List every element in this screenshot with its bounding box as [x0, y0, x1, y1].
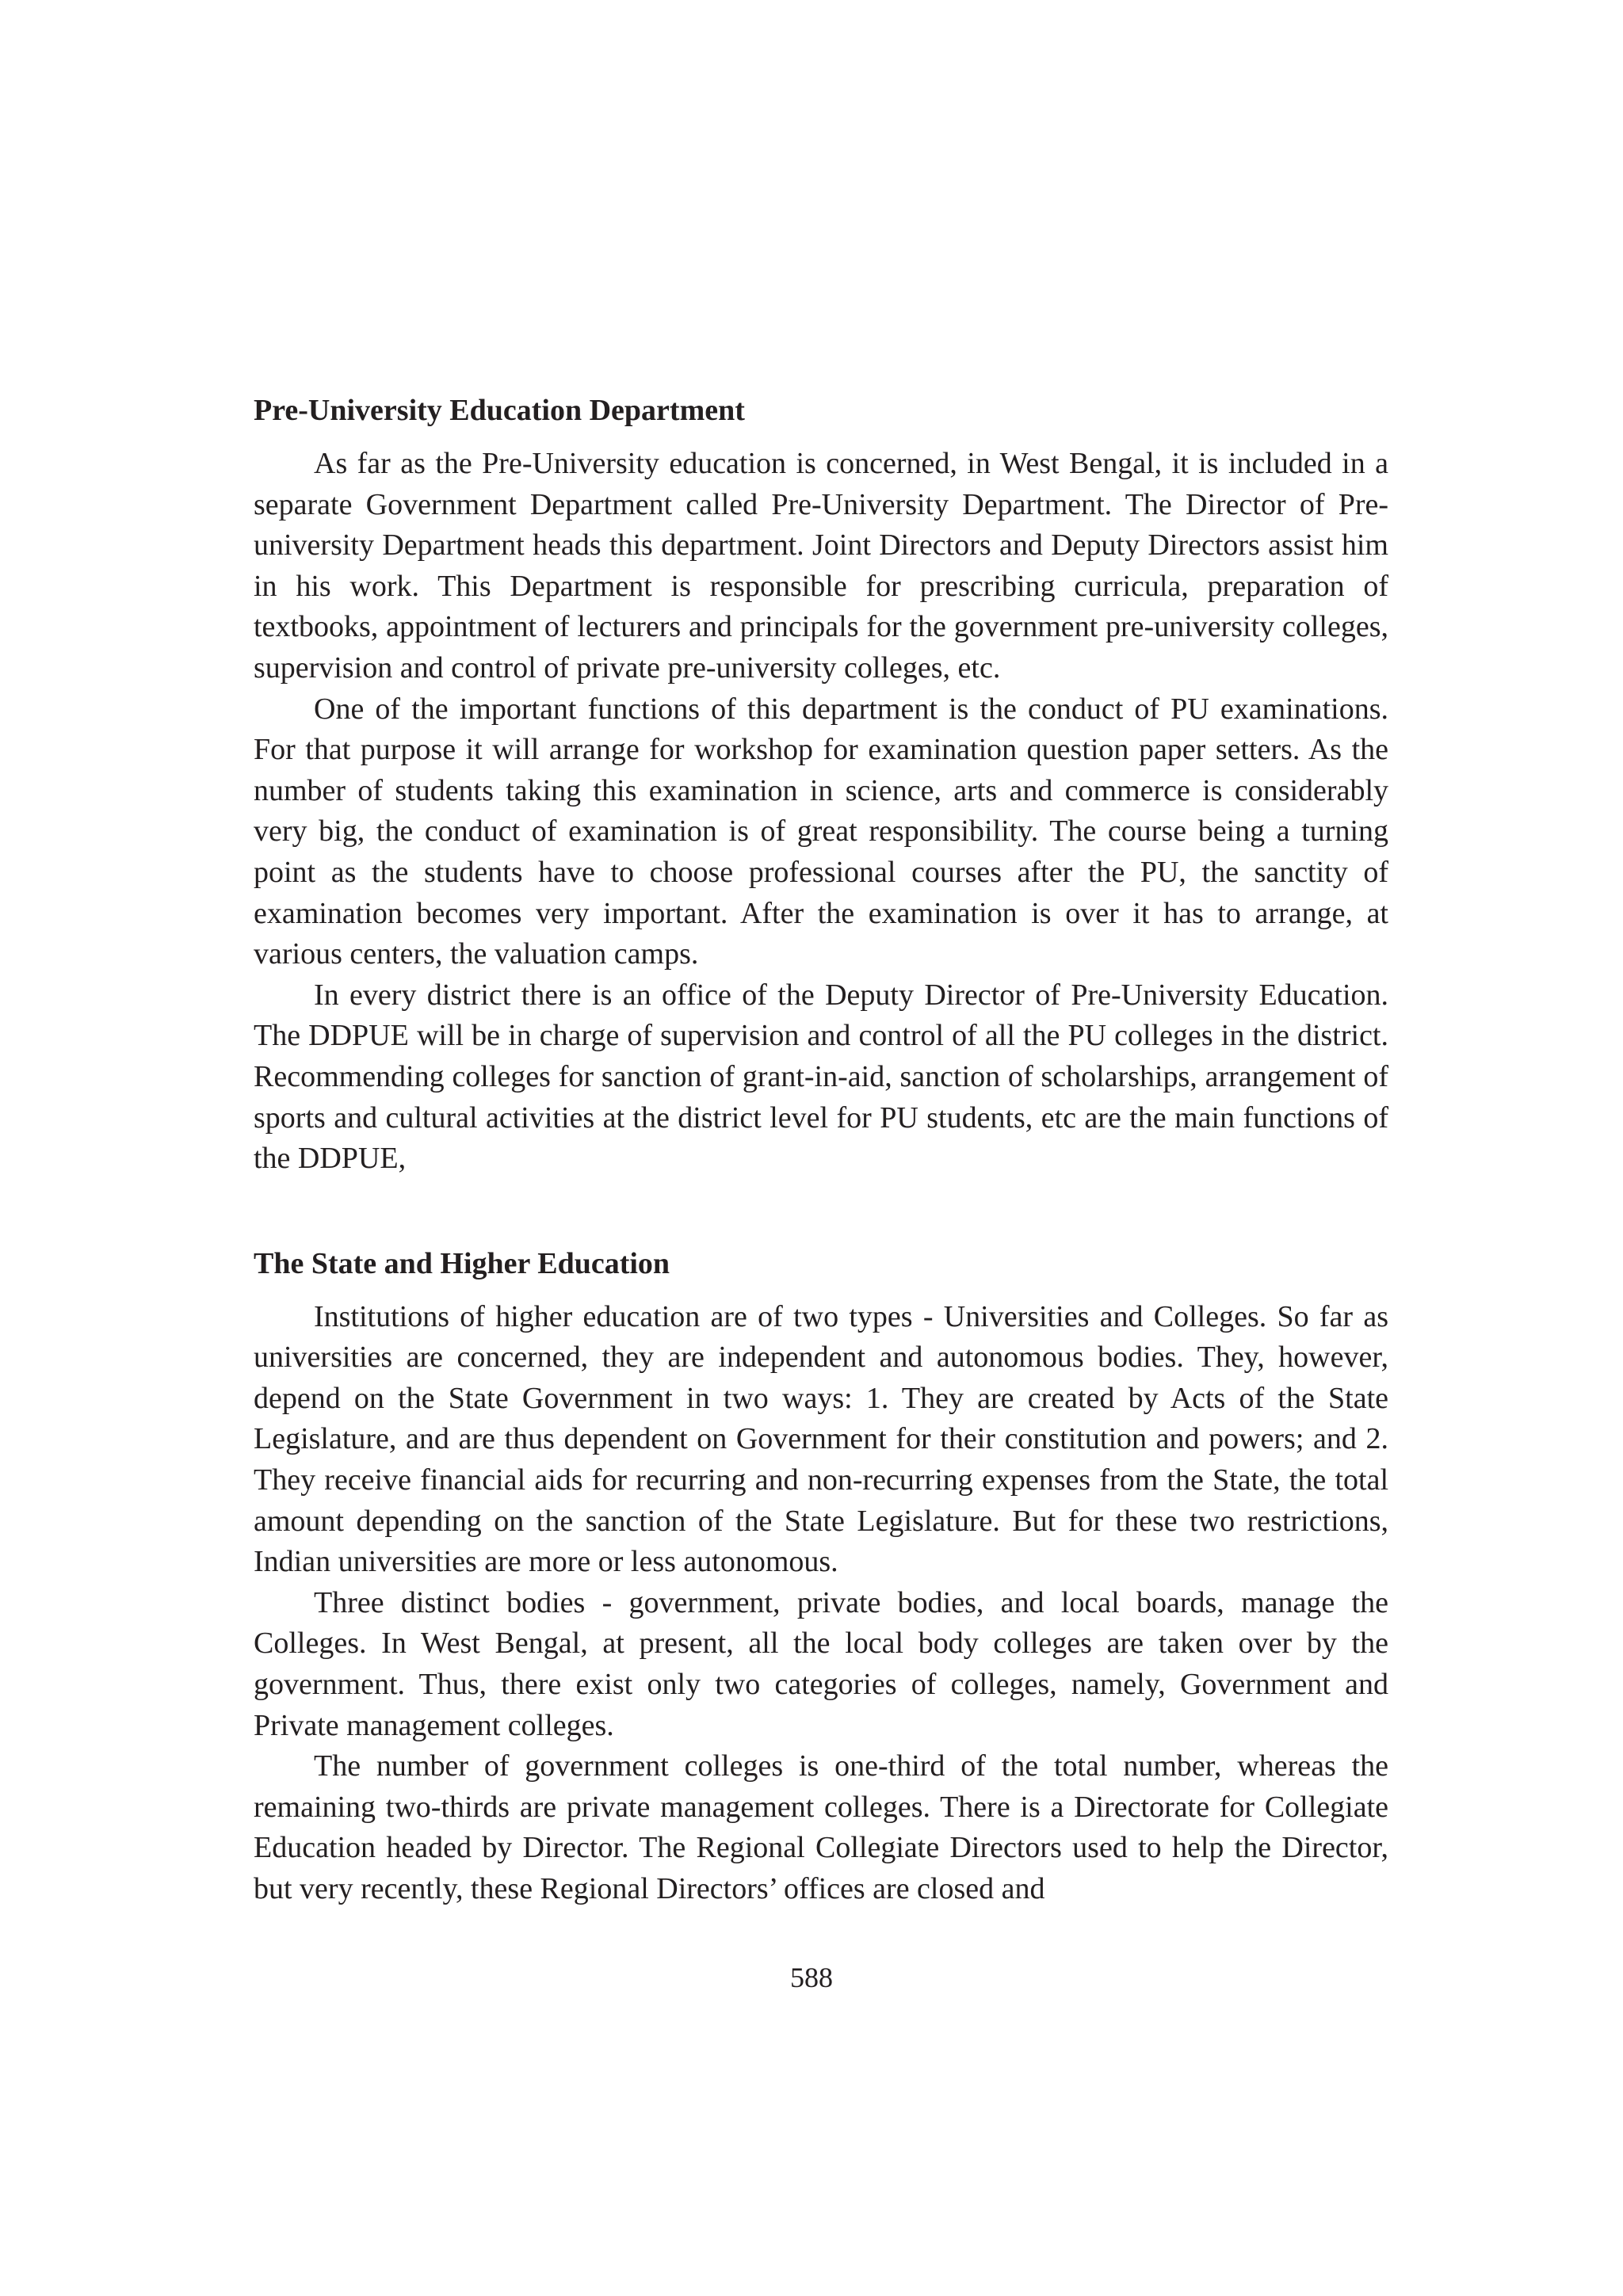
section-spacer	[254, 1180, 1388, 1243]
paragraph: The number of government colleges is one-third of the total number, whereas the remaining two-thirds are private management colleges. There is a Directorate for Collegiate Education headed by Director. The Regional Collegiate Directors used to help the Director, but very recently, these Regional Directors’ offices are closed and	[254, 1749, 1388, 1905]
paragraph: One of the important functions of this department is the conduct of PU examinations. For that purpose it will arrange for workshop for examination question paper setters. As the number of students taking this examination in science, arts and commerce is considerably very big, the conduct of examination is of great responsibility. The course being a turning point as the students have to choose professional courses after the PU, the sanctity of examination becomes very important. After the examination is over it has to arrange, at various centers, the valuation camps.	[254, 692, 1388, 971]
page-body	[254, 390, 1388, 1910]
section-heading-higher-education: The State and Higher Education	[254, 1246, 670, 1280]
page-number: 588	[790, 1962, 833, 1993]
paragraph: In every district there is an office of the Deputy Director of Pre-University Education. The DDPUE will be in charge of supervision and control of all the PU colleges in the district. Recommending colleges for sanction of grant-in-aid, sanction of scholarships, arrangement of sports and cultural activities at the district level for PU students, etc are the main functions of the DDPUE,	[254, 978, 1388, 1176]
section-heading-pre-university: Pre-University Education Department	[254, 394, 745, 427]
paragraph: Three distinct bodies - government, private bodies, and local boards, manage the Colleges. In West Bengal, at present, all the local body colleges are taken over by the government. Thus, there exist only two categories of colleges, namely, Government and Private management colleges.	[254, 1585, 1388, 1742]
paragraph: As far as the Pre-University education is concerned, in West Bengal, it is included in a separate Government Department called Pre-University Department. The Director of Pre-university Department heads this department. Joint Directors and Deputy Directors assist him in his work. This Department is responsible for prescribing curricula, preparation of textbooks, appointment of lecturers and principals for the government pre-university colleges, supervision and control of private pre-university colleges, etc.	[254, 447, 1388, 685]
paragraph: Institutions of higher education are of two types - Universities and Colleges. So far as universities are concerned, they are independent and autonomous bodies. They, however, depend on the State Government in two ways: 1. They are created by Acts of the State Legislature, and are thus dependent on Government for their constitution and powers; and 2. They receive financial aids for recurring and non-recurring expenses from the State, the total amount depending on the sanction of the State Legislature. But for these two restrictions, Indian universities are more or less autonomous.	[254, 1299, 1388, 1579]
